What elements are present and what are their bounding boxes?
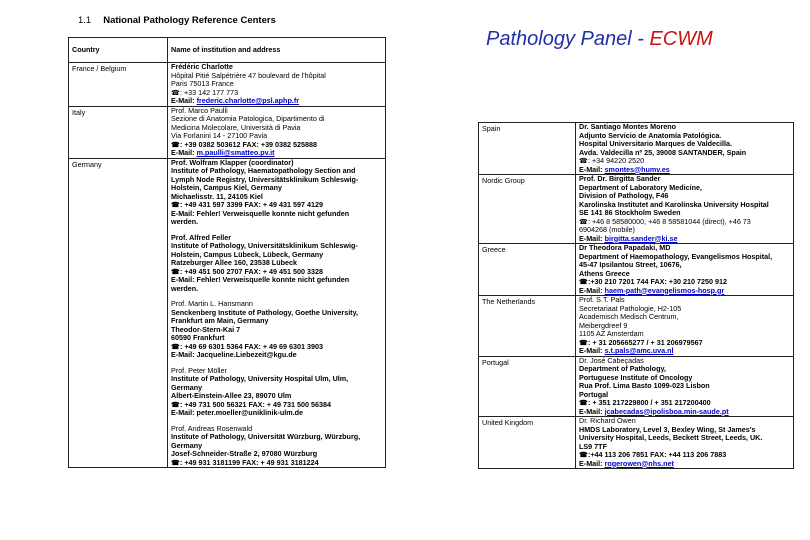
address-text: Germany	[171, 441, 203, 450]
address-text: 1105 AZ Amsterdam	[579, 330, 644, 338]
address-text: Department of Pathology,	[579, 365, 666, 373]
table-header-row	[69, 38, 386, 63]
address-line	[579, 357, 790, 366]
address-line	[171, 184, 382, 193]
address-text: Prof. Martin L. Hansmann	[171, 300, 253, 308]
address-line	[579, 382, 790, 391]
address-text: ☎: +49 69 6301 5364 FAX: + 49 69 6301 3903	[171, 342, 324, 351]
address-line	[579, 244, 790, 253]
address-line	[171, 201, 382, 210]
contact-entry	[171, 425, 382, 468]
table-row	[479, 356, 794, 417]
section-number: 1.1	[78, 15, 92, 26]
address-line	[171, 167, 382, 176]
institution-cell	[168, 158, 386, 468]
address-text: ☎: +49 451 500 2707 FAX: + 49 451 500 3328	[171, 267, 324, 276]
contact-entry	[579, 357, 790, 417]
institution-cell	[576, 123, 794, 175]
address-text: Department of Haemopathology, Evangelismos Hospital,	[579, 252, 773, 261]
address-line	[171, 392, 382, 401]
address-text: E-Mail: Jacqueline.Liebezeit@kgu.de	[171, 351, 297, 359]
address-line	[579, 149, 790, 158]
address-line	[579, 443, 790, 452]
address-text: Ratzeburger Allee 160, 23538 Lübeck	[171, 259, 297, 267]
address-text: Institute of Pathology, Haematopathology Section and	[171, 167, 356, 175]
address-line	[579, 287, 790, 296]
address-text: LS9 7TF	[579, 442, 607, 451]
address-text: E-Mail:	[579, 286, 605, 295]
address-line	[171, 309, 382, 318]
address-text: Prof. Alfred Feller	[171, 233, 232, 242]
address-text: Lymph Node Registry, Universitätsklinikum Schleswig-	[171, 175, 359, 184]
email-link[interactable]: haem-path@evangelismos-hosp.gr	[604, 286, 725, 295]
address-line	[579, 434, 790, 443]
address-text: Meibergdreef 9	[579, 321, 628, 330]
address-line	[171, 176, 382, 185]
address-line	[171, 409, 382, 418]
address-text: Institute of Pathology, Universitätsklinikum Schleswig-	[171, 242, 358, 250]
address-line	[579, 347, 790, 356]
table-row	[479, 123, 794, 175]
address-text: Prof. Andreas Rosenwald	[171, 424, 253, 433]
address-line	[579, 313, 790, 322]
address-line	[579, 330, 790, 339]
address-line	[579, 305, 790, 314]
contact-entry	[579, 175, 790, 243]
address-text: E-Mail: Fehler! Verweisquelle konnte nicht gefunden	[171, 276, 350, 284]
address-text: Sezione di Anatomia Patologica, Dipartimento di	[171, 115, 325, 123]
address-text: Division of Pathology, F46	[579, 192, 669, 200]
country-cell: United Kingdom	[479, 417, 576, 469]
address-line	[579, 132, 790, 141]
address-text: Dr. Santiago Montes Moreno	[579, 123, 677, 131]
address-text: Department of Laboratory Medicine,	[579, 183, 703, 192]
address-text: Via Forlanini 14 - 27100 Pavia	[171, 132, 268, 140]
country-cell: Italy	[69, 106, 168, 158]
address-text: E-Mail: Fehler! Verweisquelle konnte nicht gefunden	[171, 209, 350, 218]
address-line	[579, 408, 790, 417]
address-line	[579, 175, 790, 184]
address-line	[171, 63, 382, 72]
address-text: ☎: +34 94220 2520	[579, 157, 645, 165]
table-row	[69, 106, 386, 158]
address-line	[171, 459, 382, 468]
table-row	[479, 417, 794, 469]
address-line	[579, 209, 790, 218]
address-line	[171, 251, 382, 260]
address-line	[171, 124, 382, 133]
address-text: Hôpital Pitié Salpétrière 47 boulevard de l'hôpital	[171, 71, 326, 80]
address-line	[171, 425, 382, 434]
institution-cell	[576, 175, 794, 244]
address-line	[579, 374, 790, 383]
address-text: Hospital Universitario Marques de Valdecilla.	[579, 140, 732, 148]
address-text: University Hospital, Leeds, Beckett Street, Leeds, UK.	[579, 434, 763, 442]
address-text: E-Mail:	[579, 459, 605, 468]
address-line	[579, 270, 790, 279]
address-text: Institute of Pathology, Universität Würzburg, Würzburg,	[171, 433, 361, 441]
address-text: ☎: +33 142 177 773	[171, 88, 239, 97]
address-text: 45-47 Ipsilantou Street, 10676,	[579, 261, 682, 269]
address-text: ☎: +39 0382 503612 FAX: +39 0382 525888	[171, 140, 318, 149]
address-line	[579, 460, 790, 469]
address-text: Frankfurt am Main, Germany	[171, 317, 269, 325]
address-line	[579, 235, 790, 244]
contact-entry	[171, 159, 382, 227]
address-line	[579, 261, 790, 270]
address-line	[171, 433, 382, 442]
address-line	[171, 97, 382, 106]
institution-cell	[576, 356, 794, 417]
institution-cell	[576, 244, 794, 296]
country-cell: The Netherlands	[479, 296, 576, 357]
address-line	[171, 375, 382, 384]
address-text: 6904268 (mobile)	[579, 226, 635, 234]
institution-cell	[168, 63, 386, 107]
country-cell: France / Belgium	[69, 63, 168, 107]
address-line	[171, 285, 382, 294]
address-text: E-Mail:	[579, 234, 605, 243]
slide-title-main: Pathology Panel -	[486, 28, 650, 50]
address-line	[579, 184, 790, 193]
address-text: E-Mail: peter.moeller@uniklinik-ulm.de	[171, 409, 304, 417]
address-text: Dr. José Cabeçadas	[579, 356, 644, 365]
address-line	[171, 442, 382, 451]
address-text: Prof. S.T. Pals	[579, 296, 625, 304]
address-line	[171, 367, 382, 376]
address-text: Holstein, Campus Kiel, Germany	[171, 184, 283, 192]
address-line	[579, 278, 790, 287]
address-text: E-Mail:	[579, 165, 605, 174]
table-row	[479, 175, 794, 244]
institution-cell	[576, 296, 794, 357]
address-line	[171, 343, 382, 352]
address-text: Adjunto Servicio de Anatomía Patológica.	[579, 131, 722, 140]
address-text: ☎: +49 431 597 3399 FAX: + 49 431 597 4129	[171, 201, 324, 209]
contact-entry	[579, 123, 790, 174]
address-line	[171, 242, 382, 251]
country-header: Country	[69, 38, 168, 63]
address-text: Michaelisstr. 11, 24105 Kiel	[171, 192, 263, 201]
address-line	[579, 166, 790, 175]
institution-cell	[168, 106, 386, 158]
address-text: E-Mail:	[171, 97, 197, 105]
address-line	[171, 276, 382, 285]
contact-entry	[579, 417, 790, 468]
address-line	[579, 322, 790, 331]
address-text: werden.	[171, 284, 199, 293]
address-line	[171, 107, 382, 116]
address-text: Holstein, Campus Lübeck, Lübeck, Germany	[171, 250, 324, 259]
contact-entry	[579, 296, 790, 356]
slide-title	[486, 28, 713, 51]
address-text: Portuguese Institute of Oncology	[579, 373, 693, 382]
address-line	[171, 317, 382, 326]
address-line	[171, 300, 382, 309]
address-text: Athens Greece	[579, 269, 630, 278]
left-reference-table	[68, 37, 386, 468]
contact-entry	[171, 367, 382, 418]
address-text: E-Mail:	[579, 407, 605, 416]
address-text: Senckenberg Institute of Pathology, Goethe University,	[171, 308, 359, 317]
address-text: Frédéric Charlotte	[171, 63, 233, 71]
address-text: 60590 Frankfurt	[171, 334, 225, 342]
address-line	[171, 351, 382, 360]
country-cell: Nordic Group	[479, 175, 576, 244]
email-link[interactable]: frederic.charlotte@psl.aphp.fr	[196, 97, 300, 105]
address-text: Secretariaat Pathologie, H2-105	[579, 304, 682, 313]
address-text: ☎: + 351 217229800 / + 351 217200400	[579, 399, 711, 407]
address-line	[171, 193, 382, 202]
contact-entry	[171, 63, 382, 106]
address-text: Albert-Einstein-Allee 23, 89070 Ulm	[171, 392, 292, 400]
address-text: E-Mail:	[171, 149, 197, 157]
address-text: Prof. Marco Paulli	[171, 106, 228, 115]
contact-entry	[171, 234, 382, 294]
address-line	[579, 391, 790, 400]
address-line	[171, 326, 382, 335]
address-text: HMDS Laboratory, Level 3, Bexley Wing, St James's	[579, 425, 756, 434]
address-text: Karolinska Institutet and Karolinska University Hospital	[579, 200, 769, 209]
address-text: Portugal	[579, 390, 609, 399]
address-text: Germany	[171, 383, 203, 392]
address-line	[171, 115, 382, 124]
address-text: Theodor-Stern-Kai 7	[171, 325, 241, 334]
address-text: Josef-Schneider-Straße 2, 97080 Würzburg	[171, 450, 318, 458]
email-link[interactable]: rogerowen@nhs.net	[604, 459, 674, 468]
address-line	[171, 450, 382, 459]
address-line	[579, 218, 790, 227]
address-line	[171, 159, 382, 168]
address-text: SE 141 86 Stockholm Sweden	[579, 209, 681, 217]
address-line	[579, 417, 790, 426]
address-line	[171, 72, 382, 81]
address-line	[579, 339, 790, 348]
address-text: Institute of Pathology, University Hospital Ulm, Ulm,	[171, 375, 349, 383]
address-text: Prof. Wolfram Klapper (coordinator)	[171, 158, 294, 167]
address-line	[579, 123, 790, 132]
email-link[interactable]: s.t.pals@amc.uva.nl	[604, 347, 674, 355]
country-cell: Germany	[69, 158, 168, 468]
address-text: Rua Prof. Lima Basto 1099-023 Lisbon	[579, 382, 710, 390]
address-line	[171, 149, 382, 158]
institution-cell	[576, 417, 794, 469]
address-line	[171, 401, 382, 410]
address-line	[171, 259, 382, 268]
address-line	[579, 365, 790, 374]
address-text: ☎: +49 731 500 56321 FAX: + 49 731 500 56384	[171, 400, 332, 409]
table-row	[479, 296, 794, 357]
email-link[interactable]: birgitta.sander@ki.se	[604, 234, 678, 243]
address-text: ☎: +49 931 3181199 FAX: + 49 931 3181224	[171, 458, 319, 467]
address-line	[171, 210, 382, 219]
address-line	[579, 201, 790, 210]
address-text: Dr. Richard Owen	[579, 417, 636, 425]
address-text: ☎: +46 8 58580000, +46 8 58581044 (direct), +46 73	[579, 217, 751, 226]
address-line	[579, 451, 790, 460]
address-text: Academisch Medisch Centrum,	[579, 313, 679, 321]
institution-header: Name of institution and address	[168, 38, 386, 63]
country-cell: Greece	[479, 244, 576, 296]
address-text: Paris 75013 France	[171, 80, 234, 88]
address-text: werden.	[171, 218, 199, 226]
table-row	[69, 158, 386, 468]
address-line	[171, 132, 382, 141]
contact-entry	[579, 244, 790, 295]
contact-entry	[171, 107, 382, 158]
address-line	[171, 218, 382, 227]
address-line	[171, 80, 382, 89]
right-reference-table	[478, 122, 794, 469]
address-line	[579, 426, 790, 435]
address-line	[579, 253, 790, 262]
address-line	[579, 140, 790, 149]
slide-title-accent: ECWM	[649, 28, 713, 50]
address-line	[171, 334, 382, 343]
address-line	[171, 384, 382, 393]
address-line	[579, 192, 790, 201]
section-heading: National Pathology Reference Centers	[103, 15, 276, 26]
address-text: Prof. Dr. Birgitta Sander	[579, 175, 661, 183]
email-link[interactable]: jcabecadas@ipolisboa.min-saude.pt	[604, 407, 729, 416]
contact-entry	[171, 300, 382, 360]
address-line	[579, 399, 790, 408]
section-title	[78, 15, 276, 26]
address-line	[171, 268, 382, 277]
address-text: Dr Theodora Papadaki, MD	[579, 244, 671, 252]
country-cell: Portugal	[479, 356, 576, 417]
address-text: ☎:+30 210 7201 744 FAX: +30 210 7250 912	[579, 278, 728, 286]
table-row	[69, 63, 386, 107]
address-line	[579, 157, 790, 166]
address-line	[579, 296, 790, 305]
address-text: Prof. Peter Möller	[171, 366, 227, 375]
email-link[interactable]: m.paulli@smatteo.pv.it	[196, 149, 275, 157]
email-link[interactable]: smontes@humv.es	[604, 165, 670, 174]
table-row	[479, 244, 794, 296]
address-text: ☎:+44 113 206 7851 FAX: +44 113 206 7883	[579, 451, 727, 459]
address-line	[579, 226, 790, 235]
address-line	[171, 141, 382, 150]
address-text: ☎: + 31 205665277 / + 31 206979567	[579, 338, 703, 347]
address-line	[171, 89, 382, 98]
address-text: Avda. Valdecilla nº 25, 39008 SANTANDER, Spain	[579, 148, 747, 157]
address-text: E-Mail:	[579, 347, 605, 355]
address-text: Medicina Molecolare, Università di Pavia	[171, 123, 301, 132]
address-line	[171, 234, 382, 243]
country-cell: Spain	[479, 123, 576, 175]
